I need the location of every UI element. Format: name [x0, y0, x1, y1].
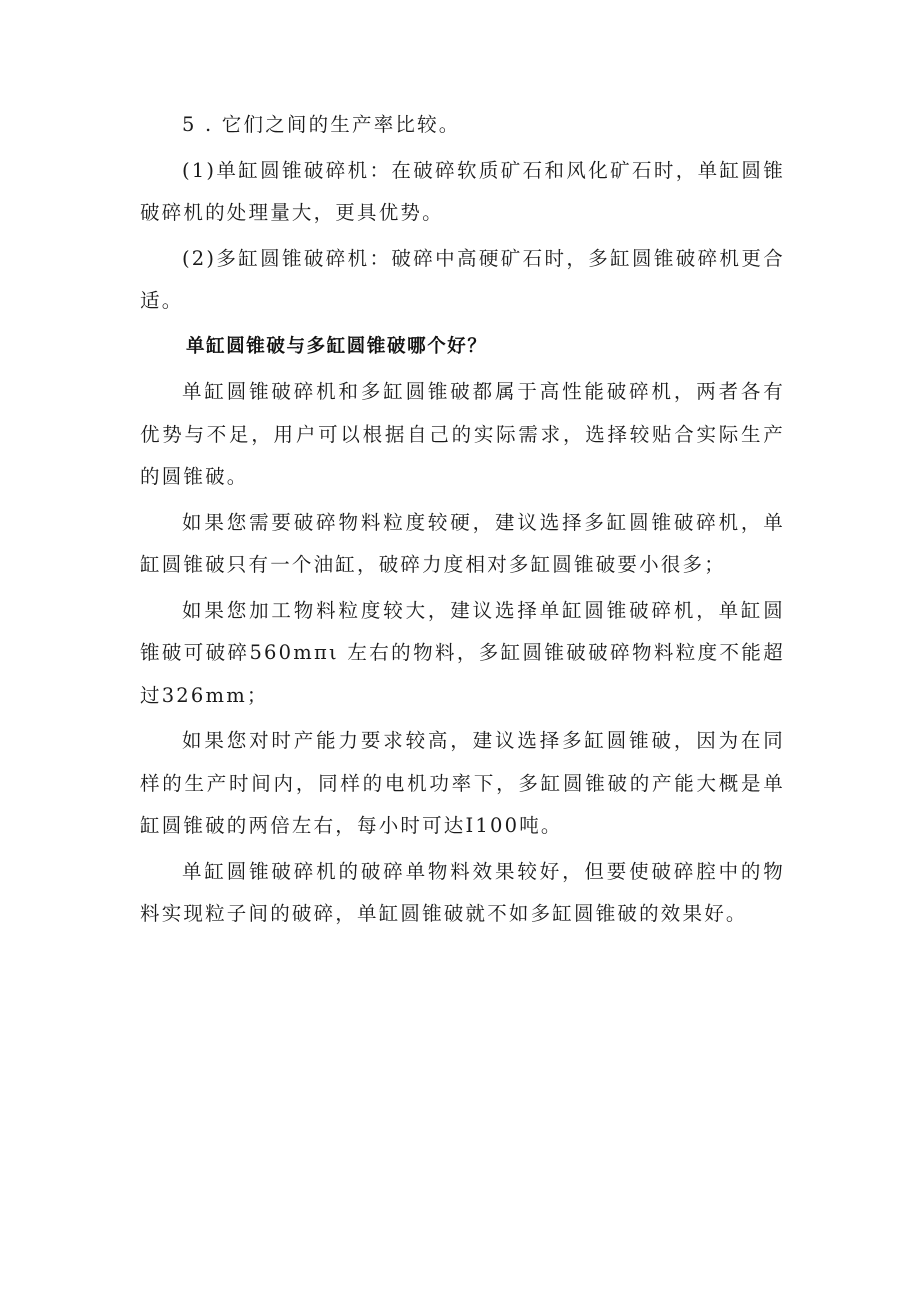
point-single-cylinder: (1)单缸圆锥破碎机：在破碎软质矿石和风化矿石时，单缸圆锥破碎机的处理量大，更具优势。	[140, 158, 785, 224]
paragraph-overview: 单缸圆锥破碎机和多缸圆锥破都属于高性能破碎机，两者各有优势与不足，用户可以根据自己的实际需求，选择较贴合实际生产的圆锥破。	[140, 380, 785, 488]
paragraph-capacity: 如果您对时产能力要求较高，建议选择多缸圆锥破，因为在同样的生产时间内，同样的电机功率下，多缸圆锥破的产能大概是单缸圆锥破的两倍左右，每小时可达I100吨。	[140, 729, 785, 837]
comparison-heading: 单缸圆锥破与多缸圆锥破哪个好？	[186, 335, 488, 357]
paragraph-particle-size: 如果您加工物料粒度较大，建议选择单缸圆锥破碎机，单缸圆锥破可破碎560mπι 左右的物料，多缸圆锥破破碎物料粒度不能超过326mm；	[140, 598, 785, 707]
paragraph-effect: 单缸圆锥破碎机的破碎单物料效果较好，但要使破碎腔中的物料实现粒子间的破碎，单缸圆锥破就不如多缸圆锥破的效果好。	[140, 859, 785, 925]
section-title: 5 . 它们之间的生产率比较。	[182, 113, 461, 136]
paragraph-hardness: 如果您需要破碎物料粒度较硬，建议选择多缸圆锥破碎机，单缸圆锥破只有一个油缸，破碎力度相对多缸圆锥破要小很多；	[140, 510, 785, 576]
document-body	[140, 104, 785, 936]
point-multi-cylinder: (2)多缸圆锥破碎机：破碎中高硬矿石时，多缸圆锥破碎机更合适。	[140, 246, 785, 312]
